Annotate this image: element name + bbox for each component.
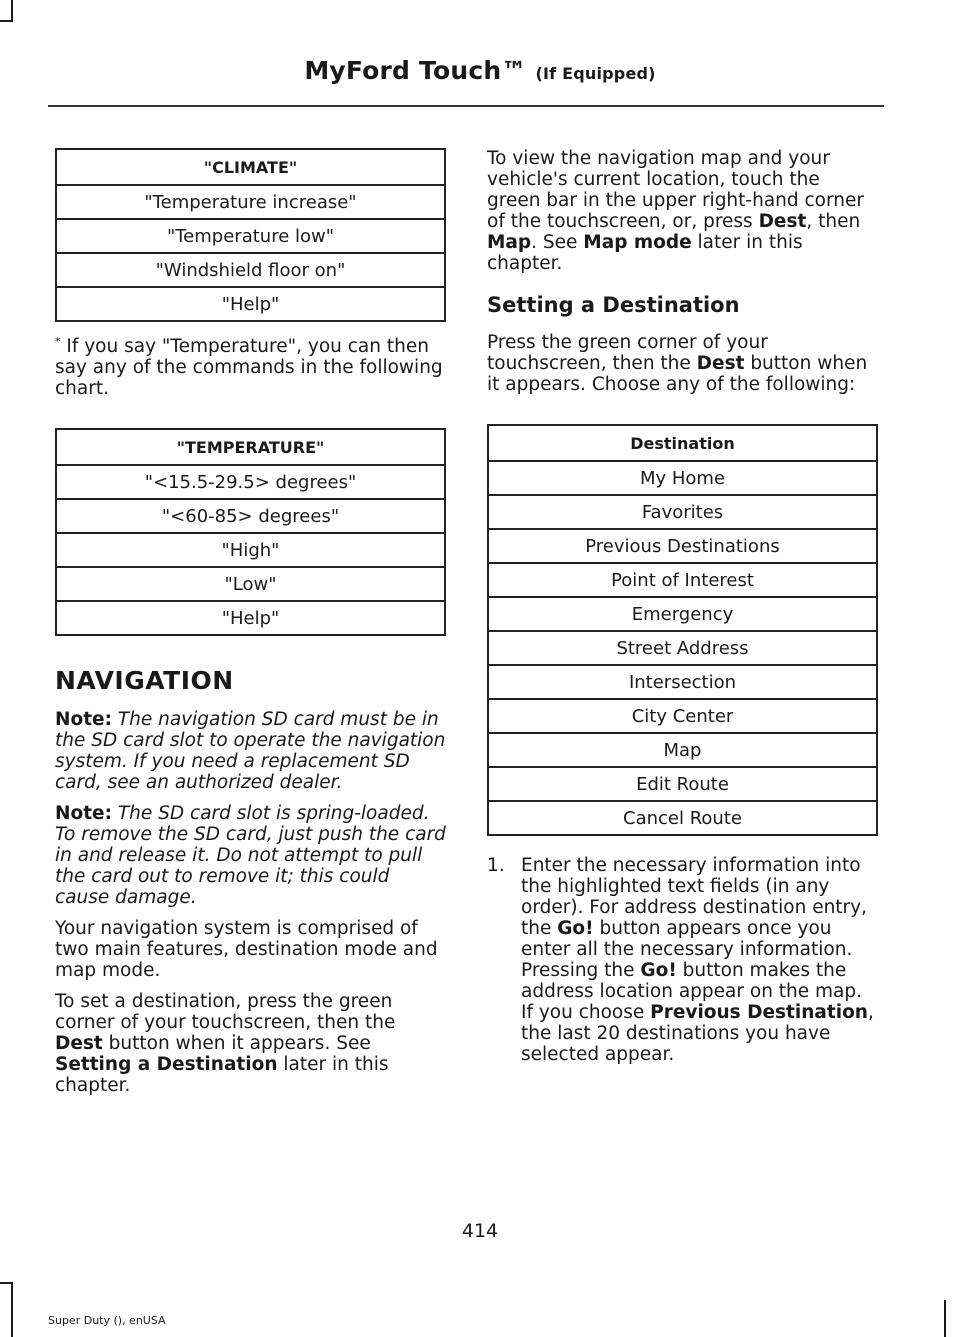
climate-table <box>55 148 446 322</box>
note-text: The navigation SD card must be in the SD card slot to operate the navigation system. If you need a replacement SD card, see an authorized dealer. <box>55 709 446 794</box>
header-rule <box>48 105 884 107</box>
destination-row: Favorites <box>488 495 877 529</box>
destination-row: City Center <box>488 699 877 733</box>
text-run: button makes the address location appear on the map. If you choose <box>521 960 863 1023</box>
note-label: Note: <box>55 803 112 825</box>
temperature-row: "<60-85> degrees" <box>56 499 445 533</box>
step-1 <box>487 855 878 1065</box>
climate-row: "Windshield floor on" <box>56 253 445 287</box>
destination-row: Emergency <box>488 597 877 631</box>
text-run: button appears once you enter all the necessary information. Pressing the <box>521 918 853 981</box>
note-sd-card <box>55 709 446 793</box>
destination-row: Street Address <box>488 631 877 665</box>
footnote-mark: * <box>55 335 61 348</box>
page-header <box>300 56 660 85</box>
text-run: later in this chapter. <box>487 232 803 274</box>
temperature-row: "Help" <box>56 601 445 635</box>
view-map-paragraph <box>487 148 878 274</box>
crop-mark <box>11 0 13 22</box>
text-run: button when it appears. Choose any of the following: <box>487 353 868 395</box>
navigation-heading: NAVIGATION <box>55 666 234 696</box>
go-term: Go! <box>640 960 677 981</box>
right-column <box>487 148 878 1065</box>
setting-destination-intro <box>487 332 878 395</box>
note-text: The SD card slot is spring-loaded. To remove the SD card, just push the card in and release it. Do not attempt to pull the card out to remove it; this could cause damage. <box>55 803 446 909</box>
crop-mark <box>11 1282 13 1337</box>
footnote <box>55 331 446 399</box>
climate-row: "Help" <box>56 287 445 321</box>
crop-mark <box>0 20 13 22</box>
climate-table-header: "CLIMATE" <box>56 149 445 185</box>
step-text <box>521 855 878 1065</box>
destination-row: Point of Interest <box>488 563 877 597</box>
setting-destination-heading: Setting a Destination <box>487 293 740 317</box>
setting-destination-link[interactable]: Setting a Destination <box>55 1054 278 1076</box>
footer-text: Super Duty (), enUSA <box>48 1314 166 1327</box>
destination-table <box>487 424 878 836</box>
text-run: Press the green corner of your touchscreen, then the <box>487 332 768 374</box>
text-run: . See <box>531 232 584 253</box>
destination-row: Intersection <box>488 665 877 699</box>
destination-row: Previous Destinations <box>488 529 877 563</box>
temperature-row: "Low" <box>56 567 445 601</box>
note-spring-loaded <box>55 803 446 908</box>
map-term: Map <box>487 232 532 253</box>
crop-mark <box>944 1300 946 1337</box>
note-label: Note: <box>55 709 112 731</box>
temperature-table-header: "TEMPERATURE" <box>56 429 445 465</box>
destination-row: Map <box>488 733 877 767</box>
temperature-row: "<15.5-29.5> degrees" <box>56 465 445 499</box>
dest-term: Dest <box>55 1033 103 1055</box>
destination-row: Cancel Route <box>488 801 877 835</box>
navigation-intro: Your navigation system is comprised of two main features, destination mode and map mode. <box>55 918 438 982</box>
dest-term: Dest <box>758 211 807 232</box>
left-column <box>55 148 446 1096</box>
previous-destination-term: Previous Destination <box>650 1002 868 1023</box>
text-run: button when it appears. See <box>102 1033 371 1055</box>
temperature-table <box>55 428 446 636</box>
set-destination-paragraph <box>55 991 446 1096</box>
temperature-row: "High" <box>56 533 445 567</box>
text-run: To set a destination, press the green corner of your touchscreen, then the <box>55 991 396 1034</box>
destination-table-header: Destination <box>488 425 877 461</box>
text-run: Enter the necessary information into the highlighted text fields (in any order). For address destination entry, the <box>521 855 867 939</box>
crop-mark <box>0 1282 13 1284</box>
dest-term: Dest <box>696 353 745 374</box>
step-number: 1. <box>487 855 505 876</box>
go-term: Go! <box>557 918 594 939</box>
text-run: To view the navigation map and your vehicle's current location, touch the green bar in the upper right-hand corner of the touchscreen, or, press <box>487 148 864 232</box>
climate-row: "Temperature low" <box>56 219 445 253</box>
destination-row: My Home <box>488 461 877 495</box>
page-number: 414 <box>461 1220 499 1242</box>
text-run: later in this chapter. <box>55 1054 389 1097</box>
text-run: , then <box>806 211 861 232</box>
footnote-text: If you say "Temperature", you can then say any of the commands in the following chart. <box>55 336 443 400</box>
header-title: MyFord Touch™ <box>304 56 527 85</box>
text-run: , the last 20 destinations you have selected appear. <box>521 1002 874 1065</box>
map-mode-link[interactable]: Map mode <box>583 232 692 253</box>
climate-row: "Temperature increase" <box>56 185 445 219</box>
destination-row: Edit Route <box>488 767 877 801</box>
header-subtitle: (If Equipped) <box>535 64 656 83</box>
